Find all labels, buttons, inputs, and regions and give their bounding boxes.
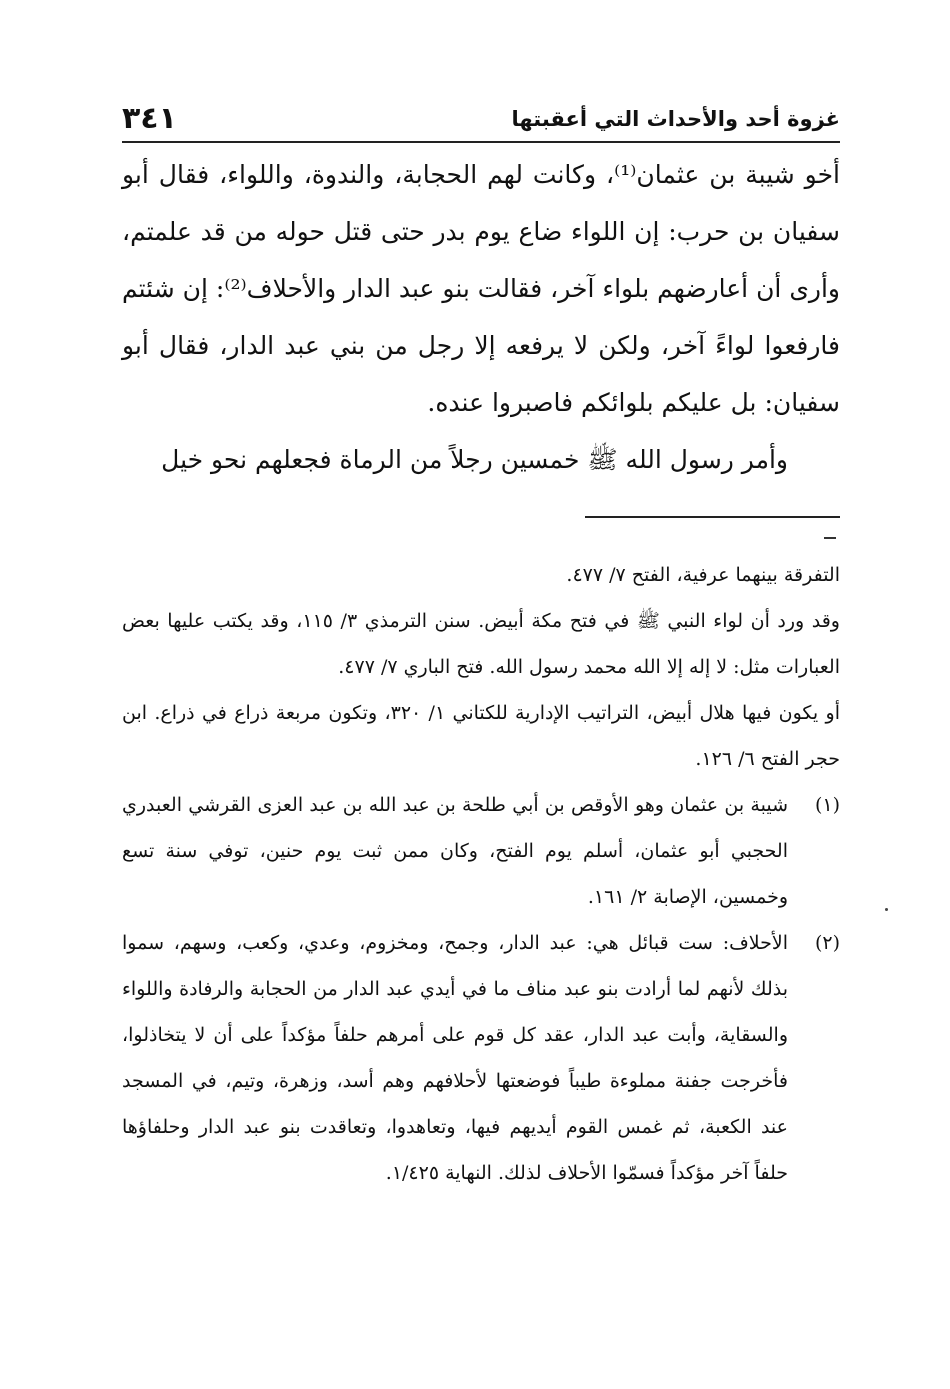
continuation-mark (824, 537, 836, 539)
footnotes (122, 552, 840, 1196)
margin-speck (885, 908, 888, 911)
footnote-2 (122, 920, 840, 1196)
body-paragraph: أخو شيبة بن عثمان⁽¹⁾، وكانت لهم الحجابة، والندوة، واللواء، فقال أبو سفيان بن حرب: إن اللواء ضاع يوم بدر حتى قتل حوله من قد علمتم، وأرى أن أعارضهم بلواء آخر، فقالت بنو عبد الدار والأحلاف⁽²⁾: إن شئتم فارفعوا لواءً آخر، ولكن لا يرفعه إلا رجل من بني عبد الدار، فقال أبو سفيان: بل عليكم بلوائكم فاصبروا عنده. (122, 160, 841, 417)
page-header (122, 96, 840, 136)
footnote-text: الأحلاف: ست قبائل هي: عبد الدار، وجمح، ومخزوم، وعدي، وكعب، وسهم، سموا بذلك لأنهم لما أرادت بنو عبد مناف ما في أيدي عبد الدار من الحجابة والرفادة واللواء والسقاية، وأبت عبد الدار، عقد كل قوم على أمرهم حلفاً مؤكداً على أن لا يتخاذلوا، فأخرجت جفنة مملوءة طيباً فوضعتها لأحلافهم وهم أسد، وزهرة، وتيم، في المسجد عند الكعبة، ثم غمس القوم أيديهم فيها، وتعاهدوا، وتعاقدت بنو عبد الدار وحلفاؤها حلفاً آخر مؤكداً فسمّوا الأحلاف لذلك. النهاية ١/٤٢٥. (122, 932, 788, 1184)
footnote-continued: التفرقة بينهما عرفية، الفتح ٧/ ٤٧٧. (566, 564, 840, 586)
footnote-separator (585, 516, 840, 518)
footnote-1 (122, 782, 840, 920)
running-title: غزوة أحد والأحداث التي أعقبتها (511, 107, 840, 131)
footnote-number: (١) (814, 794, 840, 816)
footnote-text: شيبة بن عثمان وهو الأوقص بن أبي طلحة بن عبد الله بن عبد العزى القرشي العبدري الحجبي أبو عثمان، أسلم يوم الفتح، وكان ممن ثبت يوم حنين، توفي سنة تسع وخمسين، الإصابة ٢/ ١٦١. (122, 794, 788, 908)
body-paragraph: وأمر رسول الله ﷺ خمسين رجلاً من الرماة فجعلهم نحو خيل (161, 445, 788, 474)
footnote-continued: وقد ورد أن لواء النبي ﷺ في فتح مكة أبيض. سنن الترمذي ٣/ ١١٥، وقد يكتب عليها بعض العبارات مثل: لا إله إلا الله محمد رسول الله. فتح الباري ٧/ ٤٧٧. (122, 610, 840, 678)
page-number: ٣٤١ (122, 101, 177, 136)
main-text (122, 146, 840, 488)
footnote-continued: أو يكون فيها هلال أبيض، التراتيب الإدارية للكتاني ١/ ٣٢٠، وتكون مربعة ذراع في ذراع. ابن حجر الفتح ٦/ ١٢٦. (122, 702, 840, 770)
footnote-number: (٢) (814, 932, 840, 954)
header-rule (122, 141, 840, 143)
